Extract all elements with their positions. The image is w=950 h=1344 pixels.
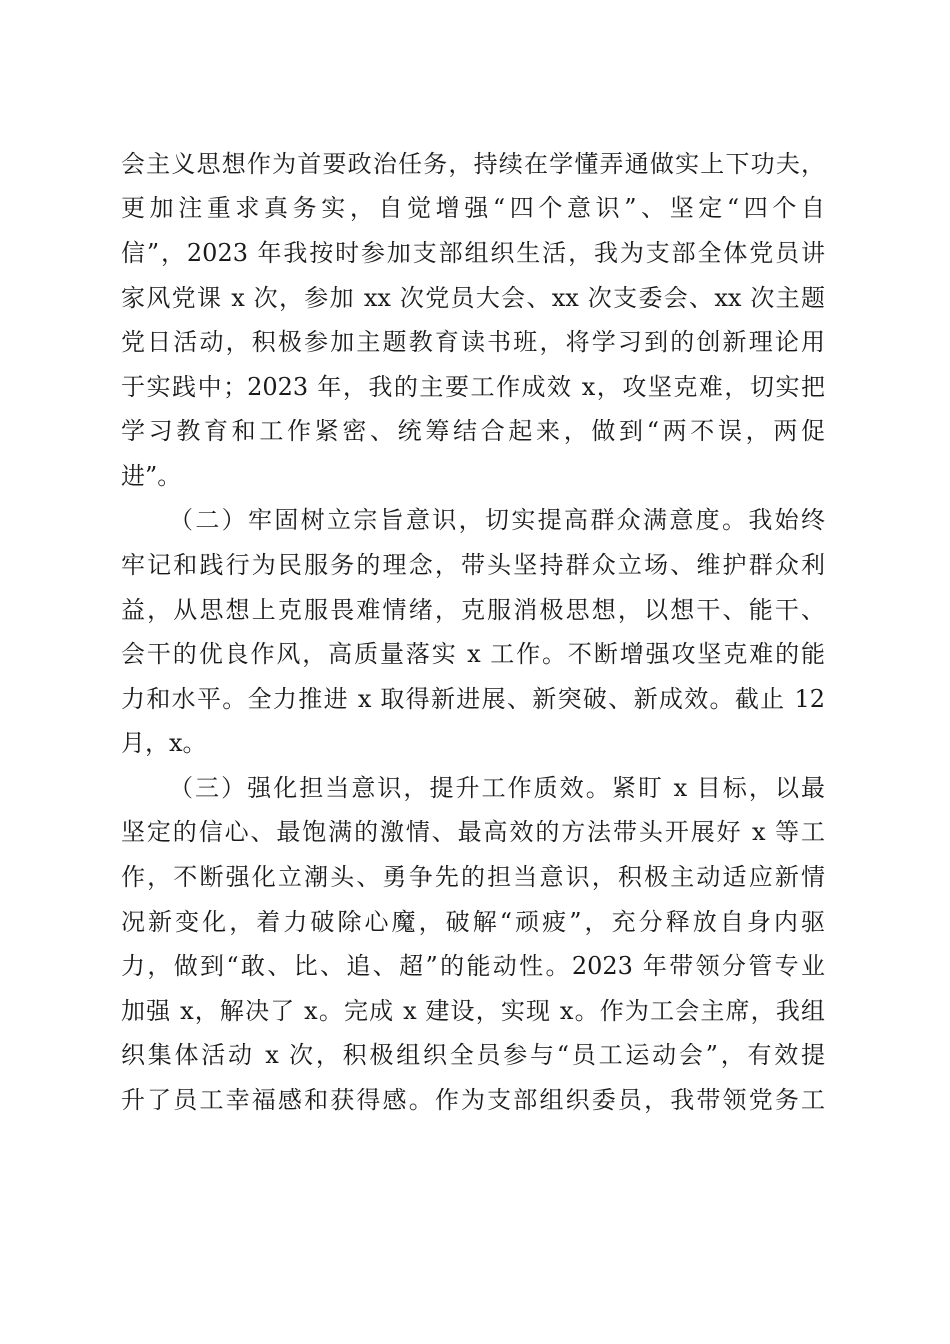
text-line: 学习教育和工作紧密、统筹结合起来，做到“两不误，两促 <box>121 417 825 445</box>
text-line: 党日活动，积极参加主题教育读书班，将学习到的创新理论用 <box>121 328 825 356</box>
text-line: 会主义思想作为首要政治任务，持续在学懂弄通做实上下功夫， <box>121 150 825 178</box>
text-line: 加强 x，解决了 x。完成 x 建设，实现 x。作为工会主席，我组 <box>121 997 825 1025</box>
text-line: 益，从思想上克服畏难情绪，克服消极思想，以想干、能干、 <box>121 596 825 624</box>
text-line: 更加注重求真务实，自觉增强“四个意识”、坚定“四个自 <box>121 194 825 222</box>
text-line: 会干的优良作风，高质量落实 x 工作。不断增强攻坚克难的能 <box>121 640 825 668</box>
section-heading-line: （二）牢固树立宗旨意识，切实提高群众满意度。我始终 <box>169 506 825 534</box>
text-line: 作，不断强化立潮头、勇争先的担当意识，积极主动适应新情 <box>121 863 825 891</box>
text-line: 牢记和践行为民服务的理念，带头坚持群众立场、维护群众利 <box>121 551 825 579</box>
text-line: 于实践中；2023 年，我的主要工作成效 x，攻坚克难，切实把 <box>121 373 825 401</box>
text-line: 况新变化，着力破除心魔，破解“顽疲”，充分释放自身内驱 <box>121 908 825 936</box>
text-line: 信”，2023 年我按时参加支部组织生活，我为支部全体党员讲 <box>121 239 825 267</box>
text-line: 坚定的信心、最饱满的激情、最高效的方法带头开展好 x 等工 <box>121 818 825 846</box>
text-line: 家风党课 x 次，参加 xx 次党员大会、xx 次支委会、xx 次主题 <box>121 284 825 312</box>
text-line: 织集体活动 x 次，积极组织全员参与“员工运动会”，有效提 <box>121 1041 825 1069</box>
text-line: 力和水平。全力推进 x 取得新进展、新突破、新成效。截止 12 <box>121 685 825 713</box>
text-line: 升了员工幸福感和获得感。作为支部组织委员，我带领党务工 <box>121 1086 825 1114</box>
text-line: 月，x。 <box>121 729 207 757</box>
section-heading-line: （三）强化担当意识，提升工作质效。紧盯 x 目标，以最 <box>169 774 825 802</box>
text-line: 力，做到“敢、比、追、超”的能动性。2023 年带领分管专业 <box>121 952 825 980</box>
text-line: 进”。 <box>121 462 182 490</box>
